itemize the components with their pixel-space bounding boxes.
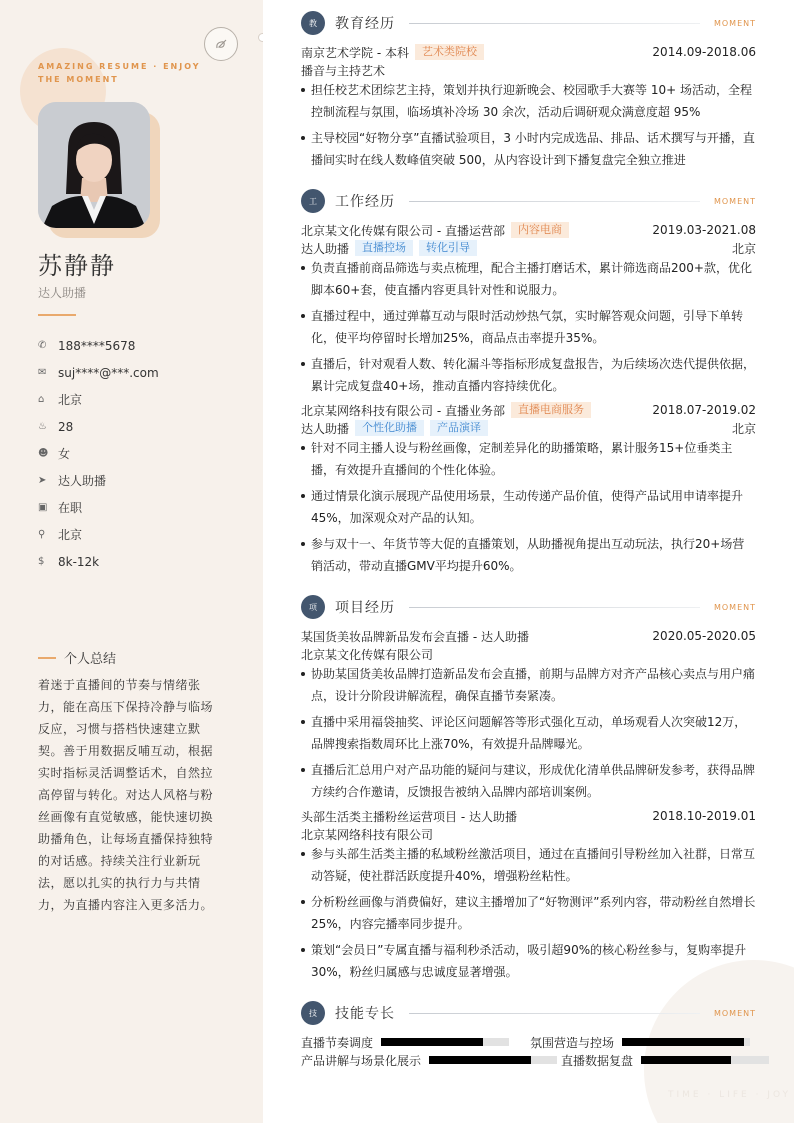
section-moment-label: MOMENT (713, 602, 756, 612)
info-gender (38, 440, 159, 467)
send-icon: ➤ (38, 475, 47, 486)
section-divider (409, 607, 700, 608)
job-position-row (301, 419, 756, 437)
contact-info-list (38, 332, 159, 575)
info-text: 8k-12k (58, 554, 100, 569)
skill-bar-fill (429, 1056, 531, 1064)
location-pin-icon: ⚲ (38, 529, 46, 540)
position: 达人助播 (301, 421, 350, 436)
section-badge: 项 (301, 595, 325, 619)
company: 北京某文化传媒有限公司 - 直播运营部 (301, 223, 505, 238)
job-city: 北京 (731, 241, 756, 256)
skill-name: 直播数据复盘 (561, 1053, 634, 1068)
info-residence (38, 386, 159, 413)
section-divider (409, 201, 700, 202)
project-bullet: 策划“会员日”专属直播与福利秒杀活动，吸引超90%的核心粉丝参与，复购率提升30%，粉丝归属感与忠诚度显著增强。 (301, 939, 756, 983)
info-target-city (38, 521, 159, 548)
mail-icon: ✉ (38, 367, 47, 378)
section-title: 工作经历 (335, 194, 395, 210)
skill-name: 产品讲解与场景化展示 (301, 1053, 422, 1068)
section-work-header (301, 189, 756, 213)
skill-bar (622, 1038, 750, 1046)
project-company-row (301, 645, 756, 663)
project-company: 北京某文化传媒有限公司 (301, 647, 434, 662)
section-moment-label: MOMENT (713, 1008, 756, 1018)
skill-bar-fill (622, 1038, 744, 1046)
phone-icon: ✆ (38, 340, 47, 351)
job-header (301, 221, 756, 239)
info-text: suj****@***.com (58, 365, 159, 380)
info-age (38, 413, 159, 440)
project-name: 某国货美妆品牌新品发布会直播 - 达人助播 (301, 629, 529, 644)
company: 北京某网络科技有限公司 - 直播业务部 (301, 403, 505, 418)
skill-name: 氛围营造与控场 (530, 1035, 615, 1050)
skill-item (301, 1051, 557, 1069)
skill-tag: 直播控场 (355, 240, 413, 256)
industry-tag: 直播电商服务 (511, 402, 591, 418)
major-row (301, 61, 756, 79)
skill-bar (429, 1056, 557, 1064)
project-name: 头部生活类主播粉丝运营项目 - 达人助播 (301, 809, 517, 824)
project-date: 2018.10-2019.01 (652, 809, 756, 823)
job-date: 2019.03-2021.08 (652, 223, 756, 237)
section-title: 教育经历 (335, 16, 395, 32)
project-bullet: 参与头部生活类主播的私域粉丝激活项目，通过在直播间引导粉丝加入社群，日常互动答疑，使社群活跃度提升40%，增强粉丝粘性。 (301, 843, 756, 887)
candidate-role: 达人助播 (38, 286, 87, 300)
tagline: AMAZING RESUME · ENJOY THE MOMENT (38, 62, 201, 84)
education-bullet: 主导校园“好物分享”直播试验项目，3 小时内完成选品、排品、话术撰写与开播，直播间实时在线人数峰值突破 500，从内容设计到下播复盘完全独立推进 (301, 127, 756, 171)
job-bullet: 直播后，针对观看人数、转化漏斗等指标形成复盘报告，为后续场次迭代提供依据，累计完成复盘40+场，推动直播内容持续优化。 (301, 353, 756, 397)
main-content (301, 0, 756, 1123)
section-divider (409, 23, 700, 24)
summary-heading (38, 648, 116, 667)
signature-icon (204, 27, 238, 61)
home-icon: ⌂ (38, 394, 45, 405)
info-text: 女 (58, 447, 71, 461)
skill-name: 直播节奏调度 (301, 1035, 374, 1050)
skill-item (530, 1033, 750, 1051)
education-row (301, 43, 756, 61)
heading-bar (38, 657, 56, 659)
job-city: 北京 (731, 421, 756, 436)
project-company: 北京某网络科技有限公司 (301, 827, 434, 842)
skill-tag: 产品演译 (430, 420, 488, 436)
job-position-row (301, 239, 756, 257)
job-date: 2018.07-2019.02 (652, 403, 756, 417)
project-bullet: 协助某国货美妆品牌打造新品发布会直播，前期与品牌方对齐产品核心卖点与用户痛点，设计分阶段讲解流程，确保直播节奏紧凑。 (301, 663, 756, 707)
section-title: 项目经历 (335, 600, 395, 616)
info-text: 在职 (58, 501, 83, 515)
section-title: 技能专长 (335, 1006, 395, 1022)
candidate-name: 苏静静 (38, 252, 116, 280)
section-education-header (301, 11, 756, 35)
project-header (301, 807, 756, 825)
skill-bar (381, 1038, 509, 1046)
section-skills-header (301, 1001, 756, 1025)
project-bullet: 分析粉丝画像与消费偏好，建议主播增加了“好物测评”系列内容，带动粉丝自然增长25%，内容完播率同步提升。 (301, 891, 756, 935)
school-name: 南京艺术学院 - 本科 (301, 45, 409, 60)
industry-tag: 内容电商 (511, 222, 569, 238)
project-header (301, 627, 756, 645)
divider (38, 314, 76, 316)
skill-item (561, 1051, 769, 1069)
info-text: 28 (58, 419, 74, 434)
job-bullet: 参与双十一、年货节等大促的直播策划，从助播视角提出互动玩法，执行20+场营销活动，带动直播GMV平均提升60%。 (301, 533, 756, 577)
info-target-role (38, 467, 159, 494)
job-bullet: 通过情景化演示展现产品使用场景，生动传递产品价值，使得产品试用申请率提升45%，加深观众对产品的认知。 (301, 485, 756, 529)
summary-title: 个人总结 (64, 652, 117, 667)
job-header (301, 401, 756, 419)
briefcase-icon: ▣ (38, 502, 48, 513)
section-badge: 技 (301, 1001, 325, 1025)
section-badge: 工 (301, 189, 325, 213)
info-salary (38, 548, 159, 575)
info-text: 北京 (58, 393, 83, 407)
section-projects-header (301, 595, 756, 619)
skill-bar (641, 1056, 769, 1064)
info-status (38, 494, 159, 521)
info-phone (38, 332, 159, 359)
major: 播音与主持艺术 (301, 63, 386, 78)
watermark: TIME · LIFE · JOY (668, 1090, 792, 1100)
project-bullet: 直播后汇总用户对产品功能的疑问与建议，形成优化清单供品牌研发参考，获得品牌方续约合作邀请，反馈报告被纳入品牌内部培训案例。 (301, 759, 756, 803)
project-date: 2020.05-2020.05 (652, 629, 756, 643)
section-moment-label: MOMENT (713, 18, 756, 28)
face-icon: ☻ (38, 448, 49, 459)
summary-text: 着迷于直播间的节奏与情绪张力，能在高压下保持冷静与临场反应，习惯与搭档快速建立默契。善于用数据反哺互动，根据实时指标灵活调整话术，自然拉高停留与转化。对达人风格与粉丝画像有直觉敏感，能快速切换助播角色，让每场直播保持独特的对话感。持续关注行业新玩法，愿以扎实的执行力与共情力，为直播内容注入更多活力。 (38, 678, 214, 912)
decorative-dot (258, 33, 263, 42)
skill-bar-fill (381, 1038, 483, 1046)
education-date: 2014.09-2018.06 (652, 45, 756, 59)
skill-bar-fill (641, 1056, 731, 1064)
avatar (38, 102, 150, 228)
info-text: 188****5678 (58, 338, 136, 353)
sidebar (0, 0, 263, 1123)
skill-tag: 个性化助播 (355, 420, 424, 436)
job-bullet: 直播过程中，通过弹幕互动与限时活动炒热气氛，实时解答观众问题，引导下单转化，使平均停留时长增加25%，商品点击率提升35%。 (301, 305, 756, 349)
section-divider (409, 1013, 700, 1014)
project-bullet: 直播中采用福袋抽奖、评论区问题解答等形式强化互动，单场观看人次突破12万，品牌搜索指数周环比上涨70%，有效提升品牌曝光。 (301, 711, 756, 755)
project-company-row (301, 825, 756, 843)
cake-icon: ♨ (38, 421, 47, 432)
skill-tag: 转化引导 (419, 240, 477, 256)
salary-icon: $ (38, 556, 45, 567)
skill-item (301, 1033, 509, 1051)
job-bullet: 负责直播前商品筛选与卖点梳理，配合主播打磨话术，累计筛选商品200+款，优化脚本60+套，使直播内容更具针对性和说服力。 (301, 257, 756, 301)
section-badge: 教 (301, 11, 325, 35)
job-bullet: 针对不同主播人设与粉丝画像，定制差异化的助播策略，累计服务15+位垂类主播，有效提升直播间的个性化体验。 (301, 437, 756, 481)
school-tag: 艺术类院校 (415, 44, 484, 60)
position: 达人助播 (301, 241, 350, 256)
info-text: 达人助播 (58, 474, 107, 488)
section-moment-label: MOMENT (713, 196, 756, 206)
info-text: 北京 (58, 528, 83, 542)
info-email (38, 359, 159, 386)
education-bullet: 担任校艺术团综艺主持，策划并执行迎新晚会、校园歌手大赛等 10+ 场活动，全程控制流程与氛围，临场填补冷场 30 余次，活动后调研观众满意度超 95% (301, 79, 756, 123)
